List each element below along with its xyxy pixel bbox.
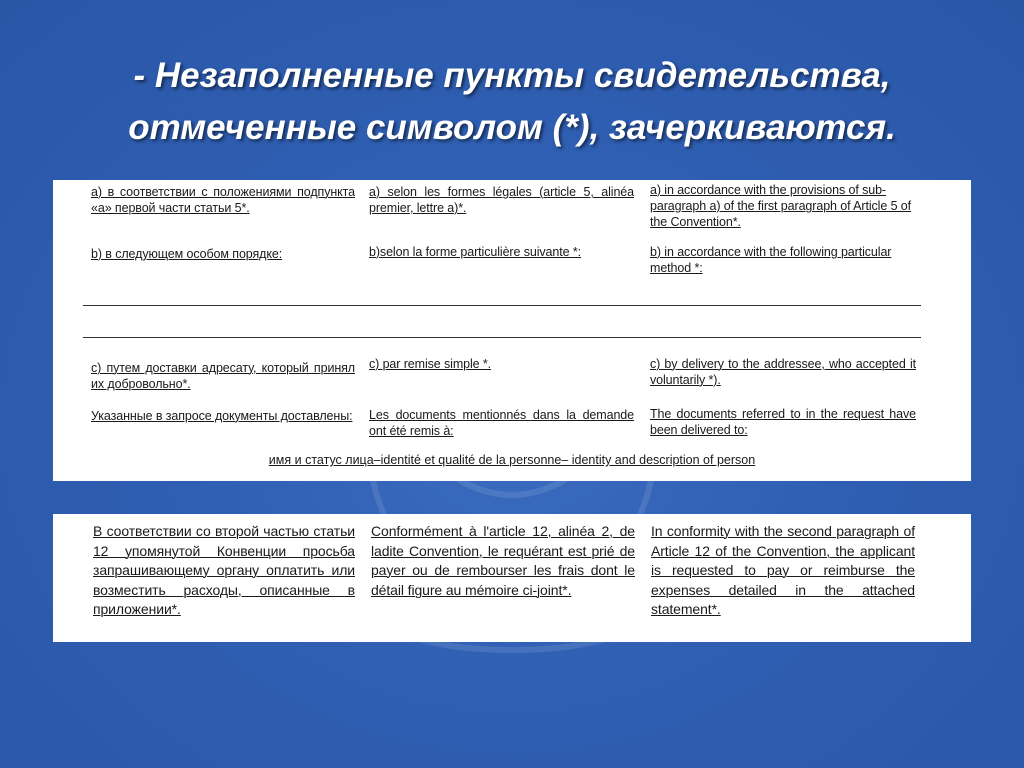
certificate-excerpt-2 [53, 514, 971, 642]
row-c-french: c) par remise simple *. [369, 357, 492, 371]
certificate-excerpt-1 [53, 180, 971, 481]
expenses-russian: В соответствии со второй частью статьи 12 упомянутой Конвенции просьба запрашивающему органу оплатить или возместить расходы, описанные в приложении*. [93, 523, 355, 617]
row-a-french: a) selon les formes légales (article 5, alinéa premier, lettre a)*. [369, 185, 634, 215]
delivered-to-russian: Указанные в запросе документы доставлены: [91, 409, 353, 423]
blank-line-1 [83, 305, 921, 306]
delivered-to-english: The documents referred to in the request have been delivered to: [650, 407, 916, 437]
slide-title [30, 50, 994, 154]
expenses-french: Conformément à l'article 12, alinéa 2, de ladite Convention, le requérant est prié de payer ou de rembourser les frais dont le détail figure au mémoire ci-joint*. [371, 523, 635, 598]
person-identity-caption: имя и статус лица–identité et qualité de la personne– identity and description of person [268, 453, 756, 467]
delivered-to-french: Les documents mentionnés dans la demande ont été remis à: [369, 408, 634, 438]
row-c-english: c) by delivery to the addressee, who accepted it voluntarily *). [650, 357, 916, 387]
row-a-english: a) in accordance with the provisions of sub-paragraph a) of the first paragraph of Article 5 of the Convention*. [650, 183, 912, 229]
row-b-french: b)selon la forme particulière suivante *: [369, 245, 581, 259]
title-line-1: - Незаполненные пункты свидетельства, [133, 56, 891, 95]
row-b-russian: b) в следующем особом порядке: [91, 247, 283, 261]
row-c-russian: с) путем доставки адресату, который принял их добровольно*. [91, 361, 355, 391]
expenses-english: In conformity with the second paragraph of Article 12 of the Convention, the applicant is requested to pay or reimburse the expenses detailed in the attached statement*. [651, 523, 915, 617]
row-a-russian: а) в соответствии с положениями подпункта «а» первой части статьи 5*. [91, 185, 355, 215]
row-b-english: b) in accordance with the following particular method *: [650, 245, 892, 275]
blank-line-2 [83, 337, 921, 338]
title-line-2: отмеченные символом (*), зачеркиваются. [128, 108, 896, 147]
